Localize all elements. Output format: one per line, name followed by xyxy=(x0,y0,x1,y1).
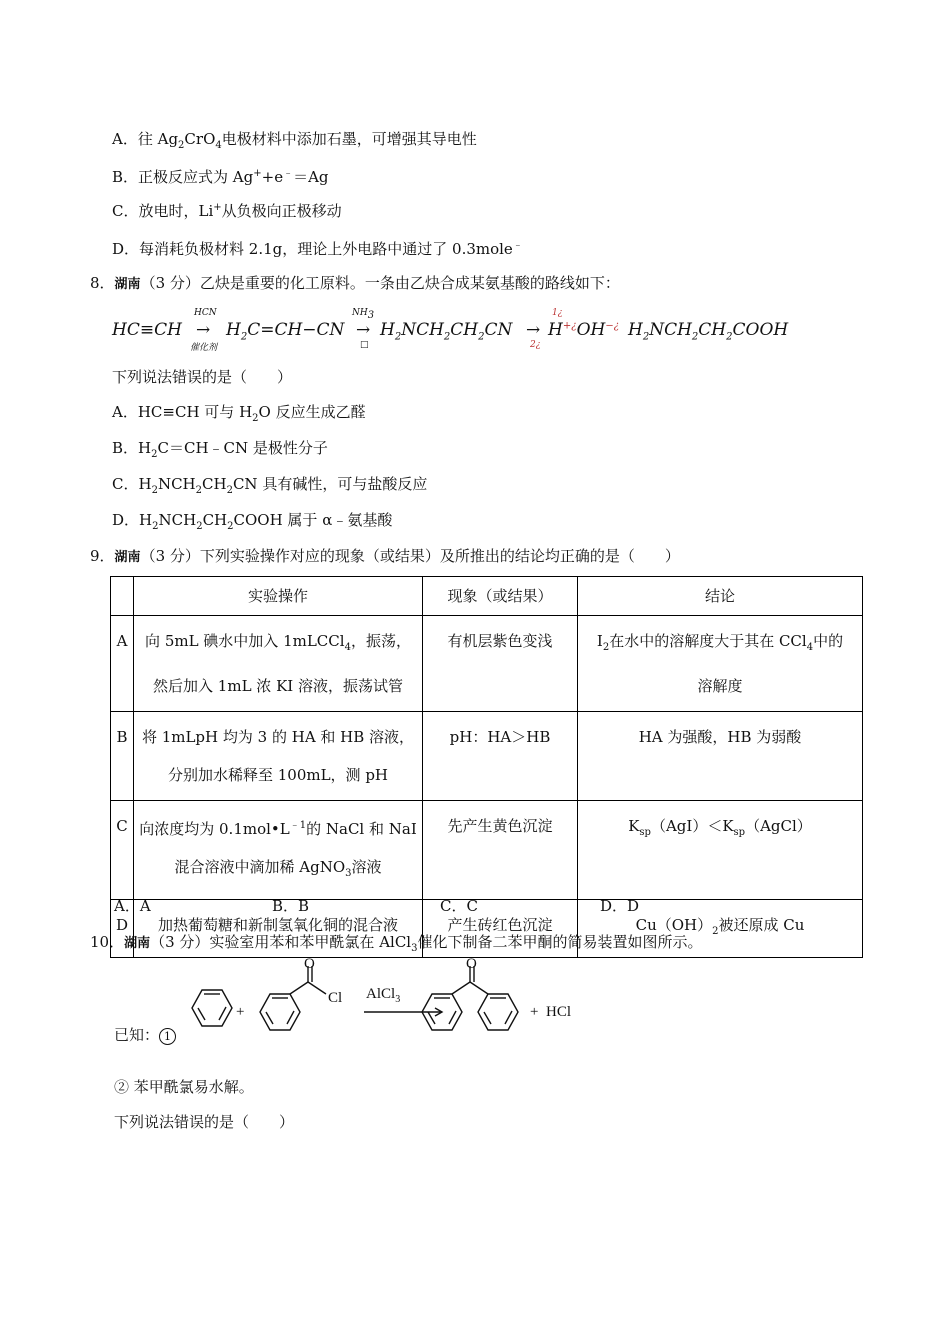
table-header: 现象（或结果） xyxy=(423,577,578,616)
q7-option-c: C．放电时，Li+从负极向正极移动 xyxy=(112,202,342,220)
region-tag: 湖南 xyxy=(114,550,141,565)
q9-answer-b: B．B xyxy=(272,897,310,915)
q9-experiment-table xyxy=(110,576,863,958)
q7-option-d: D．每消耗负极材料 2.1g，理论上外电路中通过了 0.3mole﹣ xyxy=(112,240,523,258)
q8-stem: 8．湖南（3 分）乙炔是重要的化工原料。一条由乙炔合成某氨基酸的路线如下： xyxy=(90,274,620,292)
table-header-row xyxy=(111,577,863,616)
chlorine-label: Cl xyxy=(328,990,343,1006)
q8-prompt: 下列说法错误的是（ ） xyxy=(112,368,293,386)
row-option: C xyxy=(111,801,134,900)
operation-cell: 向 5mL 碘水中加入 1mLCCl$_4$，振荡， 然后加入 1mL 浓 KI 溶液，振荡试管 xyxy=(134,616,423,712)
q8-synthesis-route: HC≡CH HCN → 催化剂 $H_2C=CH-CN$ $NH_3$ → □ $H_2NCH_2CH_2CN$ 1¿ → 2¿ H+¿OH−¿ $H_2NCH_2CH_2COOH$ xyxy=(112,308,789,353)
phenomenon-cell: 有机层紫色变浅 xyxy=(423,616,578,712)
friedel-crafts-reaction-scheme xyxy=(180,958,620,1048)
known-label: 已知： 1 xyxy=(114,1024,176,1045)
table-header: 实验操作 xyxy=(134,577,423,616)
table-row xyxy=(111,801,863,900)
plus-sign: + xyxy=(530,1004,539,1020)
q9-answer-a: A．A xyxy=(114,897,151,915)
conclusion-cell: $K_{sp}(AgI)<K_{sp}(AgCl)$ xyxy=(578,801,863,900)
conclusion-cell: HA 为强酸，HB 为弱酸 xyxy=(578,712,863,801)
phenomenon-cell: 先产生黄色沉淀 xyxy=(423,801,578,900)
plus-sign: + xyxy=(236,1004,245,1020)
q8-option-b: B．$H_2C=CH﹣CN$ 是极性分子 xyxy=(112,439,328,460)
row-option: B xyxy=(111,712,134,801)
operation-cell: 加热葡萄糖和新制氢氧化铜的混合液 xyxy=(134,900,423,958)
benzene-structure xyxy=(192,990,232,1026)
row-option: D xyxy=(111,900,134,958)
q7-option-a: A．往 $Ag_2CrO_4$电极材料中添加石墨，可增强其导电性 xyxy=(112,130,477,151)
hcl-label: HCl xyxy=(546,1004,572,1020)
table-row xyxy=(111,616,863,712)
q9-answer-d: D．D xyxy=(600,897,640,915)
q8-option-c: C．$H_2NCH_2CH_2CN$ 具有碱性，可与盐酸反应 xyxy=(112,475,428,496)
operation-cell: 向浓度均为 $0.1mol•L^{﹣1}$的 NaCl 和 NaI 混合溶液中滴加稀 AgNO$_3$溶液 xyxy=(134,801,423,900)
phenomenon-cell: 产生砖红色沉淀 xyxy=(423,900,578,958)
table-row xyxy=(111,712,863,801)
benzophenone-structure xyxy=(422,966,518,1030)
circled-number: 1 xyxy=(159,1028,176,1045)
oxygen-label: O xyxy=(304,958,315,972)
operation-cell: 将 1mLpH 均为 3 的 HA 和 HB 溶液， 分别加水稀释至 100mL，测 pH xyxy=(134,712,423,801)
phenomenon-cell: pH：HA＞HB xyxy=(423,712,578,801)
catalyst-label: AlCl$_3$ xyxy=(366,986,401,1005)
table-header xyxy=(111,577,134,616)
q10-stem: 10．湖南（3 分）实验室用苯和苯甲酰氯在 AlCl$_3$催化下制备二苯甲酮的简易装置如图所示。 xyxy=(90,933,703,954)
oxygen-label: O xyxy=(466,958,477,972)
q8-option-d: D．$H_2NCH_2CH_2COOH$ 属于 α﹣氨基酸 xyxy=(112,511,393,532)
benzoyl-chloride-structure xyxy=(260,966,326,1030)
known-2: ② 苯甲酰氯易水解。 xyxy=(114,1078,254,1096)
table-header: 结论 xyxy=(578,577,863,616)
q9-stem: 9．湖南（3 分）下列实验操作对应的现象（或结果）及所推出的结论均正确的是（ ） xyxy=(90,547,680,565)
q10-prompt: 下列说法错误的是（ ） xyxy=(114,1113,295,1131)
row-option: A xyxy=(111,616,134,712)
region-tag: 湖南 xyxy=(124,936,151,951)
q7-option-b: B．正极反应式为 Ag++e﹣＝Ag xyxy=(112,168,329,186)
region-tag: 湖南 xyxy=(114,277,141,292)
conclusion-cell: $I_2$在水中的溶解度大于其在 CCl$_4$中的 溶解度 xyxy=(578,616,863,712)
conclusion-cell: $Cu(OH)_2$被还原成 Cu xyxy=(578,900,863,958)
q9-answer-c: C．C xyxy=(440,897,478,915)
q8-option-a: A．HC≡CH 可与 $H_2O$ 反应生成乙醛 xyxy=(112,403,366,424)
